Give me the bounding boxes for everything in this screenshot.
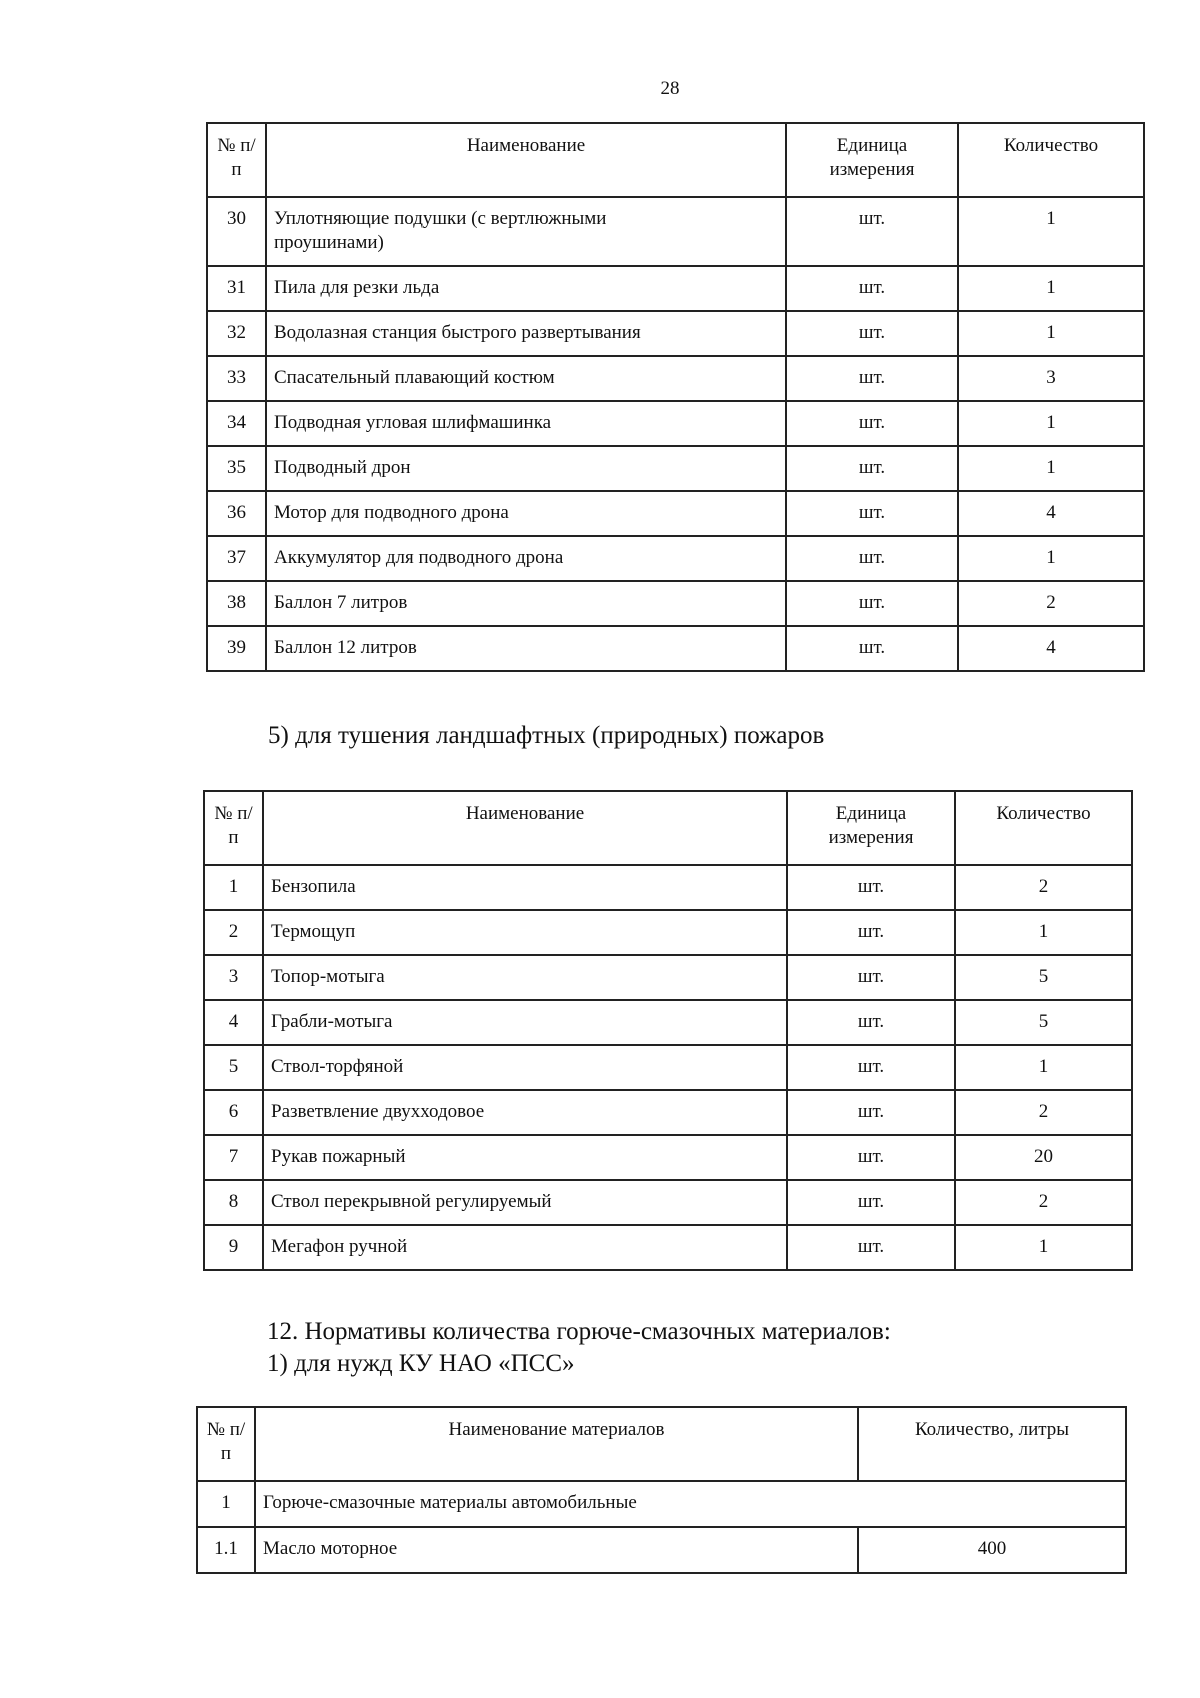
cell-unit: шт. xyxy=(787,1225,955,1270)
header-unit: Единица измерения xyxy=(787,791,955,865)
table-row xyxy=(204,1045,1132,1090)
cell-name: Термощуп xyxy=(263,910,787,955)
table-row xyxy=(207,581,1144,626)
cell-qty: 2 xyxy=(955,1180,1132,1225)
cell-qty: 1 xyxy=(958,401,1144,446)
table-row xyxy=(207,311,1144,356)
cell-unit: шт. xyxy=(786,356,958,401)
fuel-materials-table xyxy=(196,1406,1127,1574)
cell-qty: 1 xyxy=(958,536,1144,581)
cell-name: Баллон 12 литров xyxy=(266,626,786,671)
cell-unit: шт. xyxy=(787,955,955,1000)
header-num: № п/п xyxy=(197,1407,255,1481)
cell-name: Ствол перекрывной регулируемый xyxy=(263,1180,787,1225)
header-qty: Количество xyxy=(955,791,1132,865)
cell-qty: 1 xyxy=(958,266,1144,311)
cell-name: Уплотняющие подушки (с вертлюжными проушинами) xyxy=(266,197,786,266)
cell-num: 34 xyxy=(207,401,266,446)
page-number: 28 xyxy=(660,78,680,99)
section-heading-landscape-fires: 5) для тушения ландшафтных (природных) пожаров xyxy=(268,722,825,749)
cell-name: Ствол-торфяной xyxy=(263,1045,787,1090)
table-row xyxy=(204,1135,1132,1180)
header-name: Наименование xyxy=(263,791,787,865)
cell-unit: шт. xyxy=(787,1000,955,1045)
cell-name: Водолазная станция быстрого развертывания xyxy=(266,311,786,356)
header-unit: Единица измерения xyxy=(786,123,958,197)
cell-qty: 1 xyxy=(958,197,1144,266)
equipment-table-landscape-fires xyxy=(203,790,1133,1271)
cell-unit: шт. xyxy=(786,491,958,536)
cell-unit: шт. xyxy=(787,910,955,955)
cell-qty: 20 xyxy=(955,1135,1132,1180)
cell-num: 33 xyxy=(207,356,266,401)
subsection-heading-pss-needs: 1) для нужд КУ НАО «ПСС» xyxy=(267,1350,575,1377)
table-row xyxy=(207,197,1144,266)
table-header-row xyxy=(197,1407,1126,1481)
cell-num: 1 xyxy=(204,865,263,910)
cell-name: Подводный дрон xyxy=(266,446,786,491)
cell-qty: 5 xyxy=(955,1000,1132,1045)
cell-qty: 1 xyxy=(958,311,1144,356)
equipment-table-diving xyxy=(206,122,1145,672)
table-row xyxy=(207,491,1144,536)
cell-num: 7 xyxy=(204,1135,263,1180)
cell-num: 2 xyxy=(204,910,263,955)
cell-unit: шт. xyxy=(786,581,958,626)
table-header-row xyxy=(204,791,1132,865)
header-num: № п/п xyxy=(204,791,263,865)
cell-name: Рукав пожарный xyxy=(263,1135,787,1180)
cell-name: Мегафон ручной xyxy=(263,1225,787,1270)
cell-name: Разветвление двухходовое xyxy=(263,1090,787,1135)
cell-unit: шт. xyxy=(787,1045,955,1090)
header-qty: Количество, литры xyxy=(858,1407,1126,1481)
cell-unit: шт. xyxy=(787,1135,955,1180)
cell-qty: 1 xyxy=(955,910,1132,955)
table-row xyxy=(207,356,1144,401)
cell-unit: шт. xyxy=(786,197,958,266)
cell-qty: 4 xyxy=(958,626,1144,671)
cell-name: Подводная угловая шлифмашинка xyxy=(266,401,786,446)
cell-name: Горюче-смазочные материалы автомобильные xyxy=(255,1481,1126,1527)
cell-qty: 1 xyxy=(958,446,1144,491)
table-row xyxy=(204,1180,1132,1225)
header-name: Наименование материалов xyxy=(255,1407,858,1481)
table-row xyxy=(197,1527,1126,1573)
section-heading-fuel-norms: 12. Нормативы количества горюче-смазочных материалов: xyxy=(267,1318,891,1345)
cell-num: 31 xyxy=(207,266,266,311)
table-header-row xyxy=(207,123,1144,197)
table-row xyxy=(207,626,1144,671)
cell-num: 36 xyxy=(207,491,266,536)
cell-qty: 2 xyxy=(955,1090,1132,1135)
table-row xyxy=(204,955,1132,1000)
cell-name: Спасательный плавающий костюм xyxy=(266,356,786,401)
header-qty: Количество xyxy=(958,123,1144,197)
table-row xyxy=(204,1090,1132,1135)
cell-qty: 2 xyxy=(958,581,1144,626)
cell-qty: 1 xyxy=(955,1045,1132,1090)
cell-num: 37 xyxy=(207,536,266,581)
cell-num: 1 xyxy=(197,1481,255,1527)
cell-qty: 2 xyxy=(955,865,1132,910)
cell-qty: 400 xyxy=(858,1527,1126,1573)
cell-unit: шт. xyxy=(786,401,958,446)
cell-qty: 4 xyxy=(958,491,1144,536)
cell-num: 35 xyxy=(207,446,266,491)
cell-num: 6 xyxy=(204,1090,263,1135)
cell-name: Мотор для подводного дрона xyxy=(266,491,786,536)
header-name: Наименование xyxy=(266,123,786,197)
cell-unit: шт. xyxy=(786,446,958,491)
cell-num: 32 xyxy=(207,311,266,356)
cell-num: 1.1 xyxy=(197,1527,255,1573)
cell-unit: шт. xyxy=(786,311,958,356)
cell-num: 3 xyxy=(204,955,263,1000)
cell-unit: шт. xyxy=(787,1180,955,1225)
table-row xyxy=(204,910,1132,955)
cell-unit: шт. xyxy=(787,1090,955,1135)
table-row xyxy=(207,266,1144,311)
table-row xyxy=(204,1000,1132,1045)
cell-name: Баллон 7 литров xyxy=(266,581,786,626)
cell-qty: 1 xyxy=(955,1225,1132,1270)
cell-unit: шт. xyxy=(786,266,958,311)
cell-unit: шт. xyxy=(786,536,958,581)
cell-num: 38 xyxy=(207,581,266,626)
header-num: № п/п xyxy=(207,123,266,197)
cell-name: Аккумулятор для подводного дрона xyxy=(266,536,786,581)
cell-name: Грабли-мотыга xyxy=(263,1000,787,1045)
table-row xyxy=(204,1225,1132,1270)
cell-name: Бензопила xyxy=(263,865,787,910)
table-row xyxy=(197,1481,1126,1527)
cell-qty: 3 xyxy=(958,356,1144,401)
cell-name: Пила для резки льда xyxy=(266,266,786,311)
cell-qty: 5 xyxy=(955,955,1132,1000)
cell-name: Топор-мотыга xyxy=(263,955,787,1000)
cell-num: 9 xyxy=(204,1225,263,1270)
cell-name: Масло моторное xyxy=(255,1527,858,1573)
cell-unit: шт. xyxy=(787,865,955,910)
cell-num: 4 xyxy=(204,1000,263,1045)
table-row xyxy=(207,401,1144,446)
table-row xyxy=(207,536,1144,581)
cell-num: 5 xyxy=(204,1045,263,1090)
cell-num: 8 xyxy=(204,1180,263,1225)
cell-num: 30 xyxy=(207,197,266,266)
cell-num: 39 xyxy=(207,626,266,671)
table-row xyxy=(207,446,1144,491)
table-row xyxy=(204,865,1132,910)
cell-unit: шт. xyxy=(786,626,958,671)
